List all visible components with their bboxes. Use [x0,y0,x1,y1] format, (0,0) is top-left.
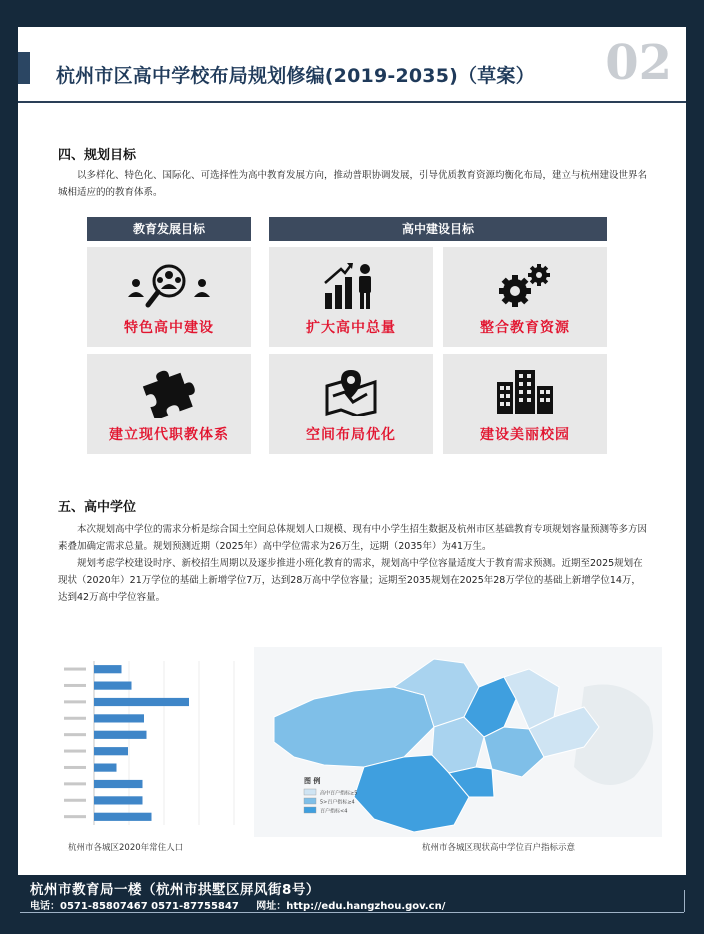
goal-card-expand-capacity [269,247,433,347]
bar-chart-bar [94,682,132,690]
map-legend-title: 图 例 [304,777,321,785]
people-search-icon [87,261,251,309]
goal-card-label: 特色高中建设 [124,320,214,336]
map-legend-swatch [304,789,316,795]
header [18,27,686,103]
puzzle-icon [87,368,251,416]
goal-card-label: 建立现代职教体系 [109,427,229,443]
bar-chart-caption: 杭州市各城区2020年常住人口 [68,843,184,853]
header-accent-bar [18,52,30,84]
goal-card-label: 扩大高中总量 [306,320,396,336]
district-seat-index-map [254,647,662,837]
map-legend-swatch [304,798,316,804]
buildings-icon [443,368,607,416]
map-caption: 杭州市各城区现状高中学位百户指标示意 [422,843,576,853]
document-page [18,27,686,875]
charts-area [58,647,662,857]
goal-card-featured-schools [87,247,251,347]
goal-card-vocational-system [87,354,251,454]
footer-phone: 电话：0571-85807467 0571-87755847 [30,901,239,912]
population-bar-chart [58,657,240,837]
footer-contact [30,897,459,912]
bar-chart-category-label [64,815,86,818]
bar-chart-category-label [64,733,86,736]
goal-card-label: 整合教育资源 [480,320,570,336]
footer-address: 杭州市教育局一楼（杭州市拱墅区屏风街8号） [30,882,320,898]
bar-chart-bar [94,780,143,788]
page-number: 02 [605,35,672,91]
bar-chart-category-label [64,684,86,687]
map-legend-label: 5>百户指标≥4 [320,799,355,806]
section-heading-goals: 四、规划目标 [58,148,137,163]
section-paragraph-goals: 以多样化、特色化、国际化、可选择性为高中教育发展方向，推动普职协调发展，引导优质教育资源均衡化布局，建立与杭州建设世界名城相适应的的教育体系。 [58,170,648,198]
bar-chart-bar [94,764,117,772]
goal-column-header-education: 教育发展目标 [87,217,251,241]
footer-divider [20,912,684,913]
footer-website: 网址：http://edu.hangzhou.gov.cn/ [256,901,446,912]
bar-chart-bar [94,714,144,722]
goal-card-beautiful-campus [443,354,607,454]
bar-chart-category-label [64,799,86,802]
goal-card-label: 建设美丽校园 [480,427,570,443]
goal-column-header-construction: 高中建设目标 [269,217,607,241]
map-pin-icon [269,368,433,416]
goal-card-spatial-layout [269,354,433,454]
map-legend-label: 高中百户指标≥5 [320,790,358,797]
growth-person-icon [269,261,433,309]
map-legend-swatch [304,807,316,813]
bar-chart-bar [94,698,189,706]
bar-chart-category-label [64,782,86,785]
section-heading-seats: 五、高中学位 [58,500,137,515]
bar-chart-bar [94,731,147,739]
page-title: 杭州市区高中学校布局规划修编(2019-2035)（草案） [56,65,535,87]
bar-chart-category-label [64,700,86,703]
footer-divider-tick [684,890,685,912]
goal-card-label: 空间布局优化 [306,427,396,443]
bar-chart-category-label [64,668,86,671]
goal-card-integrate-resources [443,247,607,347]
bar-chart-category-label [64,750,86,753]
gears-icon [443,261,607,309]
bar-chart-bar [94,813,152,821]
section-paragraph-seats-2: 规划考虑学校建设时序、新校招生周期以及逐步推进小班化教育的需求，规划高中学位容量适度大于教育需求预测。近期至2025规划在现状（2020年）21万学位的基础上新增学位7万，达到28万高中学位容量；远期至2035规划在2025年28万学位的基础上新增学位14万，达到42万高中学位容量。 [58,558,643,603]
section-paragraph-seats-1: 本次规划高中学位的需求分析是综合国土空间总体规划人口规模、现有中小学生招生数据及杭州市区基础教育专项规划容量预测等多方因素叠加确定需求总量。规划预测近期（2025年）高中学位需求为26万生，远期（2035年）为41万生。 [58,524,648,552]
bar-chart-bar [94,665,122,673]
bar-chart-bar [94,796,143,804]
bar-chart-category-label [64,766,86,769]
bar-chart-bar [94,747,128,755]
map-legend-label: 百户指标<4 [320,808,348,815]
bar-chart-category-label [64,717,86,720]
